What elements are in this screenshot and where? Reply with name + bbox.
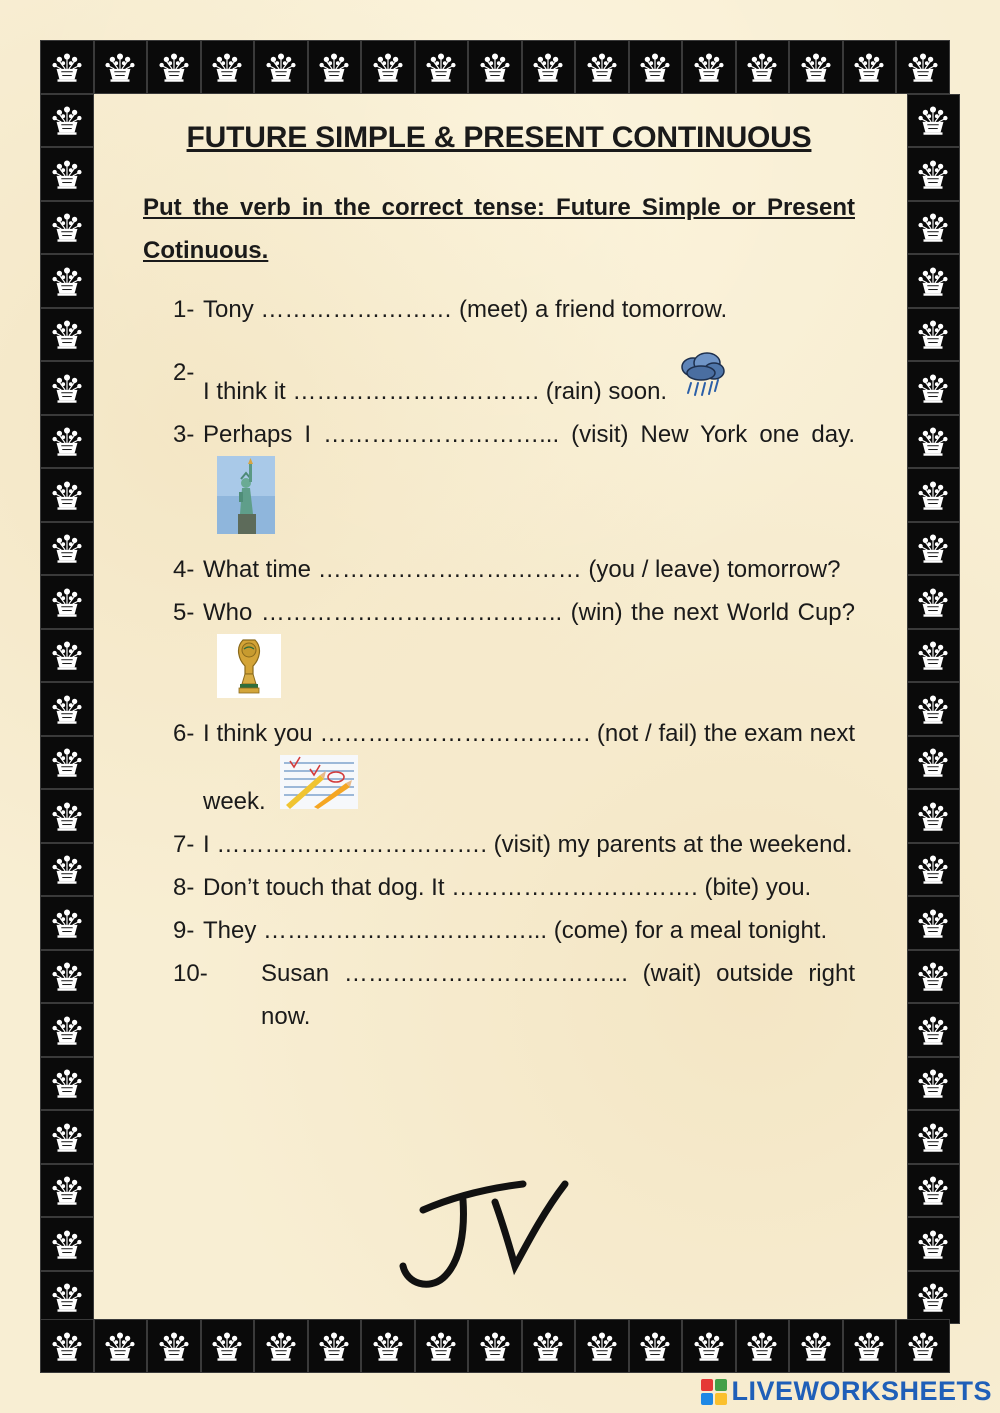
flower-basket-icon — [522, 1319, 576, 1373]
worksheet-content — [143, 120, 855, 1038]
flower-basket-icon — [907, 308, 961, 362]
flower-basket-icon — [907, 147, 961, 201]
item-number: 4- — [173, 556, 195, 583]
border-bottom — [40, 1319, 950, 1373]
world-cup-trophy-icon — [217, 634, 281, 712]
item-number: 5- — [173, 599, 195, 626]
item-number: 10- — [173, 960, 208, 987]
flower-basket-icon — [575, 40, 629, 94]
exercise-item-6 — [173, 712, 855, 823]
item-body — [203, 591, 855, 712]
exercise-item-4 — [173, 548, 855, 591]
flower-basket-icon — [40, 1217, 94, 1271]
item-text: Susan ……………………………... (wait) outside right now. — [261, 960, 855, 1030]
flower-basket-icon — [907, 361, 961, 415]
flower-basket-icon — [907, 575, 961, 629]
flower-basket-icon — [907, 629, 961, 683]
flower-basket-icon — [40, 415, 94, 469]
flower-basket-icon — [907, 94, 961, 148]
flower-basket-icon — [907, 950, 961, 1004]
border-top — [40, 40, 950, 94]
item-body — [203, 413, 855, 548]
flower-basket-icon — [40, 789, 94, 843]
item-number: 8- — [173, 874, 195, 901]
flower-basket-icon — [147, 40, 201, 94]
exercise-item-3 — [173, 413, 855, 548]
flower-basket-icon — [907, 736, 961, 790]
flower-basket-icon — [40, 1057, 94, 1111]
flower-basket-icon — [736, 1319, 790, 1373]
flower-basket-icon — [40, 682, 94, 736]
border-right — [907, 94, 961, 1325]
flower-basket-icon — [40, 40, 94, 94]
flower-basket-icon — [40, 1164, 94, 1218]
flower-basket-icon — [40, 629, 94, 683]
flower-basket-icon — [415, 1319, 469, 1373]
flower-basket-icon — [40, 1319, 94, 1373]
flower-basket-icon — [40, 522, 94, 576]
item-text: Perhaps I ………………………... (visit) New York one day. — [203, 421, 855, 448]
rain-cloud-icon — [677, 351, 727, 413]
flower-basket-icon — [907, 1003, 961, 1057]
exercise-item-2 — [173, 351, 855, 413]
flower-basket-icon — [907, 1217, 961, 1271]
item-text: Who ……………………………….. (win) the next World Cup? — [203, 599, 855, 626]
flower-basket-icon — [40, 254, 94, 308]
flower-basket-icon — [40, 843, 94, 897]
flower-basket-icon — [907, 789, 961, 843]
flower-basket-icon — [896, 40, 950, 94]
flower-basket-icon — [40, 201, 94, 255]
flower-basket-icon — [254, 40, 308, 94]
item-text: I think you ……………………………. (not / fail) the exam next week. — [203, 720, 855, 815]
flower-basket-icon — [201, 40, 255, 94]
flower-basket-icon — [907, 468, 961, 522]
flower-basket-icon — [361, 1319, 415, 1373]
flower-basket-icon — [201, 1319, 255, 1373]
flower-basket-icon — [522, 40, 576, 94]
flower-basket-icon — [308, 1319, 362, 1373]
exercise-item-7 — [173, 823, 855, 866]
flower-basket-icon — [907, 682, 961, 736]
item-number: 9- — [173, 917, 195, 944]
flower-basket-icon — [415, 40, 469, 94]
instruction: Put the verb in the correct tense: Future Simple or Present Cotinuous. — [143, 194, 855, 264]
flower-basket-icon — [682, 1319, 736, 1373]
flower-basket-icon — [361, 40, 415, 94]
brand-name: LIVEWORKSHEETS — [731, 1376, 992, 1406]
flower-basket-icon — [147, 1319, 201, 1373]
flower-basket-icon — [789, 1319, 843, 1373]
exam-paper-icon — [280, 755, 358, 823]
flower-basket-icon — [40, 94, 94, 148]
item-text: Tony …………………… (meet) a friend tomorrow. — [203, 296, 728, 323]
item-body — [203, 712, 855, 823]
brand-logo[interactable] — [701, 1376, 992, 1407]
item-number: 1- — [173, 296, 195, 323]
flower-basket-icon — [94, 1319, 148, 1373]
flower-basket-icon — [907, 201, 961, 255]
item-number: 2- — [173, 359, 195, 386]
flower-basket-icon — [907, 254, 961, 308]
item-number: 6- — [173, 720, 195, 747]
flower-basket-icon — [907, 1164, 961, 1218]
flower-basket-icon — [40, 575, 94, 629]
signature — [395, 1170, 575, 1295]
flower-basket-icon — [907, 1271, 961, 1325]
page-title: FUTURE SIMPLE & PRESENT CONTINUOUS — [186, 121, 812, 154]
flower-basket-icon — [843, 40, 897, 94]
flower-basket-icon — [40, 147, 94, 201]
border-left — [40, 94, 94, 1325]
flower-basket-icon — [907, 522, 961, 576]
flower-basket-icon — [308, 40, 362, 94]
flower-basket-icon — [40, 736, 94, 790]
exercise-item-9 — [173, 909, 855, 952]
statue-of-liberty-icon — [217, 456, 275, 548]
flower-basket-icon — [40, 1003, 94, 1057]
flower-basket-icon — [907, 1110, 961, 1164]
item-text: What time …………………………… (you / leave) tomorrow? — [203, 556, 841, 583]
flower-basket-icon — [907, 843, 961, 897]
item-text: Don’t touch that dog. It …………………………. (bite) you. — [203, 874, 812, 901]
flower-basket-icon — [736, 40, 790, 94]
item-number: 7- — [173, 831, 195, 858]
item-text: They ……………………………... (come) for a meal tonight. — [203, 917, 828, 944]
flower-basket-icon — [907, 1057, 961, 1111]
flower-basket-icon — [254, 1319, 308, 1373]
brand-mark-icon — [701, 1379, 727, 1405]
item-text: I think it …………………………. (rain) soon. — [203, 378, 668, 405]
flower-basket-icon — [629, 40, 683, 94]
flower-basket-icon — [907, 896, 961, 950]
flower-basket-icon — [575, 1319, 629, 1373]
flower-basket-icon — [629, 1319, 683, 1373]
item-number: 3- — [173, 421, 195, 448]
exercise-list — [143, 288, 855, 1038]
flower-basket-icon — [896, 1319, 950, 1373]
flower-basket-icon — [40, 1110, 94, 1164]
exercise-item-5 — [173, 591, 855, 712]
flower-basket-icon — [907, 415, 961, 469]
flower-basket-icon — [40, 468, 94, 522]
flower-basket-icon — [789, 40, 843, 94]
flower-basket-icon — [40, 308, 94, 362]
flower-basket-icon — [40, 896, 94, 950]
flower-basket-icon — [468, 40, 522, 94]
exercise-item-8 — [173, 866, 855, 909]
item-body — [203, 351, 855, 413]
flower-basket-icon — [682, 40, 736, 94]
flower-basket-icon — [40, 1271, 94, 1325]
flower-basket-icon — [468, 1319, 522, 1373]
flower-basket-icon — [40, 950, 94, 1004]
exercise-item-10 — [173, 952, 855, 1038]
flower-basket-icon — [843, 1319, 897, 1373]
flower-basket-icon — [40, 361, 94, 415]
exercise-item-1 — [173, 288, 855, 331]
flower-basket-icon — [94, 40, 148, 94]
item-text: I ……………………………. (visit) my parents at the weekend. — [203, 831, 853, 858]
